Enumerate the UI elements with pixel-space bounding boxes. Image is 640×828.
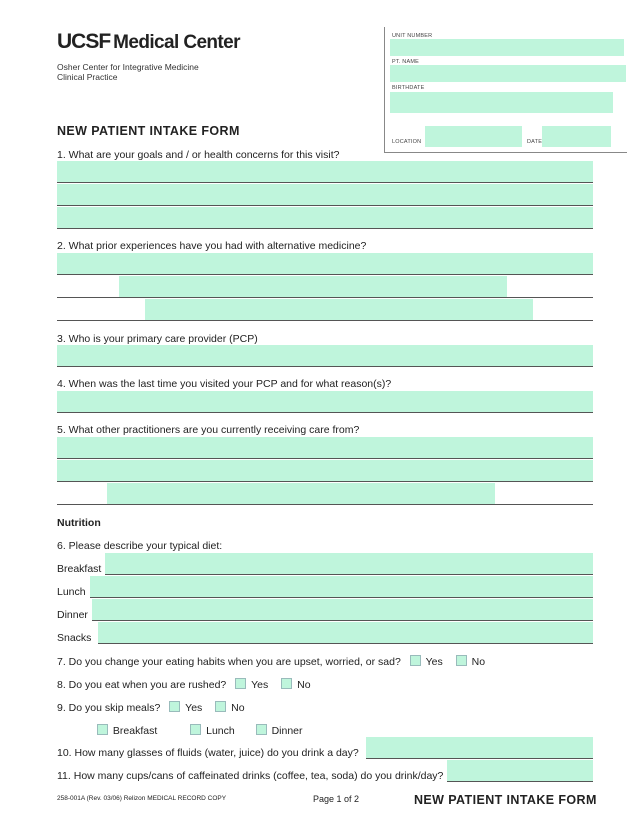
org-line2: Clinical Practice <box>57 72 118 82</box>
logo-text: Medical Center <box>113 32 240 53</box>
q7-no-label: No <box>471 656 486 668</box>
q8-no-label: No <box>297 679 311 691</box>
location-label: LOCATION <box>392 139 422 145</box>
q11-field[interactable] <box>447 760 593 782</box>
org-line1: Osher Center for Integrative Medicine <box>57 62 199 72</box>
question-9-row <box>57 701 245 715</box>
unit-number-field[interactable] <box>390 39 624 56</box>
q4-line[interactable] <box>57 391 593 413</box>
question-2: 2. What prior experiences have you had with alternative medicine? <box>57 240 367 252</box>
question-7: 7. Do you change your eating habits when you are upset, worried, or sad? <box>57 656 401 668</box>
footer-title: NEW PATIENT INTAKE FORM <box>414 793 597 807</box>
q1-line-1[interactable] <box>57 161 593 183</box>
org-name <box>57 62 199 82</box>
question-1: 1. What are your goals and / or health concerns for this visit? <box>57 149 340 161</box>
q7-no-checkbox[interactable] <box>456 655 467 666</box>
footer-page: Page 1 of 2 <box>313 794 360 804</box>
birthdate-label: BIRTHDATE <box>392 85 425 91</box>
question-4: 4. When was the last time you visited your PCP and for what reason(s)? <box>57 378 392 390</box>
ucsf-logo <box>57 30 240 54</box>
q1-line-3[interactable] <box>57 207 593 229</box>
q8-yes-label: Yes <box>251 679 269 691</box>
q1-line-2[interactable] <box>57 184 593 206</box>
q9-yes-checkbox[interactable] <box>169 701 180 712</box>
q5-line-2[interactable] <box>57 460 593 482</box>
question-10: 10. How many glasses of fluids (water, juice) do you drink a day? <box>57 747 359 759</box>
footer-code: 258-001A (Rev. 03/06) Relizon MEDICAL RECORD COPY <box>57 795 227 802</box>
lunch-field[interactable] <box>90 576 593 598</box>
location-field[interactable] <box>425 126 522 147</box>
q10-field[interactable] <box>366 737 593 759</box>
pt-name-label: PT. NAME <box>392 59 419 65</box>
form-title: NEW PATIENT INTAKE FORM <box>57 124 240 138</box>
question-9: 9. Do you skip meals? <box>57 702 161 714</box>
dinner-label: Dinner <box>57 609 88 621</box>
q2-field-3[interactable] <box>145 299 533 320</box>
logo-mark: UCSF <box>57 30 111 53</box>
question-6: 6. Please describe your typical diet: <box>57 540 223 552</box>
pt-name-field[interactable] <box>390 65 626 82</box>
question-11: 11. How many cups/cans of caffeinated drinks (coffee, tea, soda) do you drink/day? <box>57 770 444 782</box>
question-5: 5. What other practitioners are you currently receiving care from? <box>57 424 360 436</box>
breakfast-field[interactable] <box>105 553 593 575</box>
q9-breakfast-label: Breakfast <box>112 725 158 737</box>
q9-dinner-label: Dinner <box>271 725 303 737</box>
q9-breakfast-checkbox[interactable] <box>97 724 108 735</box>
q7-yes-label: Yes <box>425 656 443 668</box>
q8-yes-checkbox[interactable] <box>235 678 246 689</box>
q9-dinner-checkbox[interactable] <box>256 724 267 735</box>
q5-field-3[interactable] <box>107 483 495 504</box>
question-8-row <box>57 678 311 692</box>
q9-meals-row <box>97 724 303 738</box>
question-8: 8. Do you eat when you are rushed? <box>57 679 227 691</box>
nutrition-heading: Nutrition <box>57 517 101 529</box>
q7-yes-checkbox[interactable] <box>410 655 421 666</box>
q8-no-checkbox[interactable] <box>281 678 292 689</box>
q9-no-label: No <box>231 702 245 714</box>
lunch-label: Lunch <box>57 586 86 598</box>
q2-field-2[interactable] <box>119 276 507 297</box>
snacks-field[interactable] <box>98 622 593 644</box>
question-3: 3. Who is your primary care provider (PCP) <box>57 333 258 345</box>
q9-no-checkbox[interactable] <box>215 701 226 712</box>
q9-lunch-checkbox[interactable] <box>190 724 201 735</box>
dinner-field[interactable] <box>92 599 593 621</box>
snacks-label: Snacks <box>57 632 92 644</box>
q2-line-1[interactable] <box>57 253 593 275</box>
birthdate-field[interactable] <box>390 92 613 113</box>
q9-yes-label: Yes <box>185 702 203 714</box>
patient-info-box <box>384 27 627 153</box>
q9-lunch-label: Lunch <box>206 725 235 737</box>
question-7-row <box>57 655 485 669</box>
breakfast-label: Breakfast <box>57 563 102 575</box>
date-label: DATE <box>527 139 543 145</box>
q5-line-1[interactable] <box>57 437 593 459</box>
date-field[interactable] <box>542 126 611 147</box>
unit-number-label: UNIT NUMBER <box>392 33 433 39</box>
q3-line[interactable] <box>57 345 593 367</box>
